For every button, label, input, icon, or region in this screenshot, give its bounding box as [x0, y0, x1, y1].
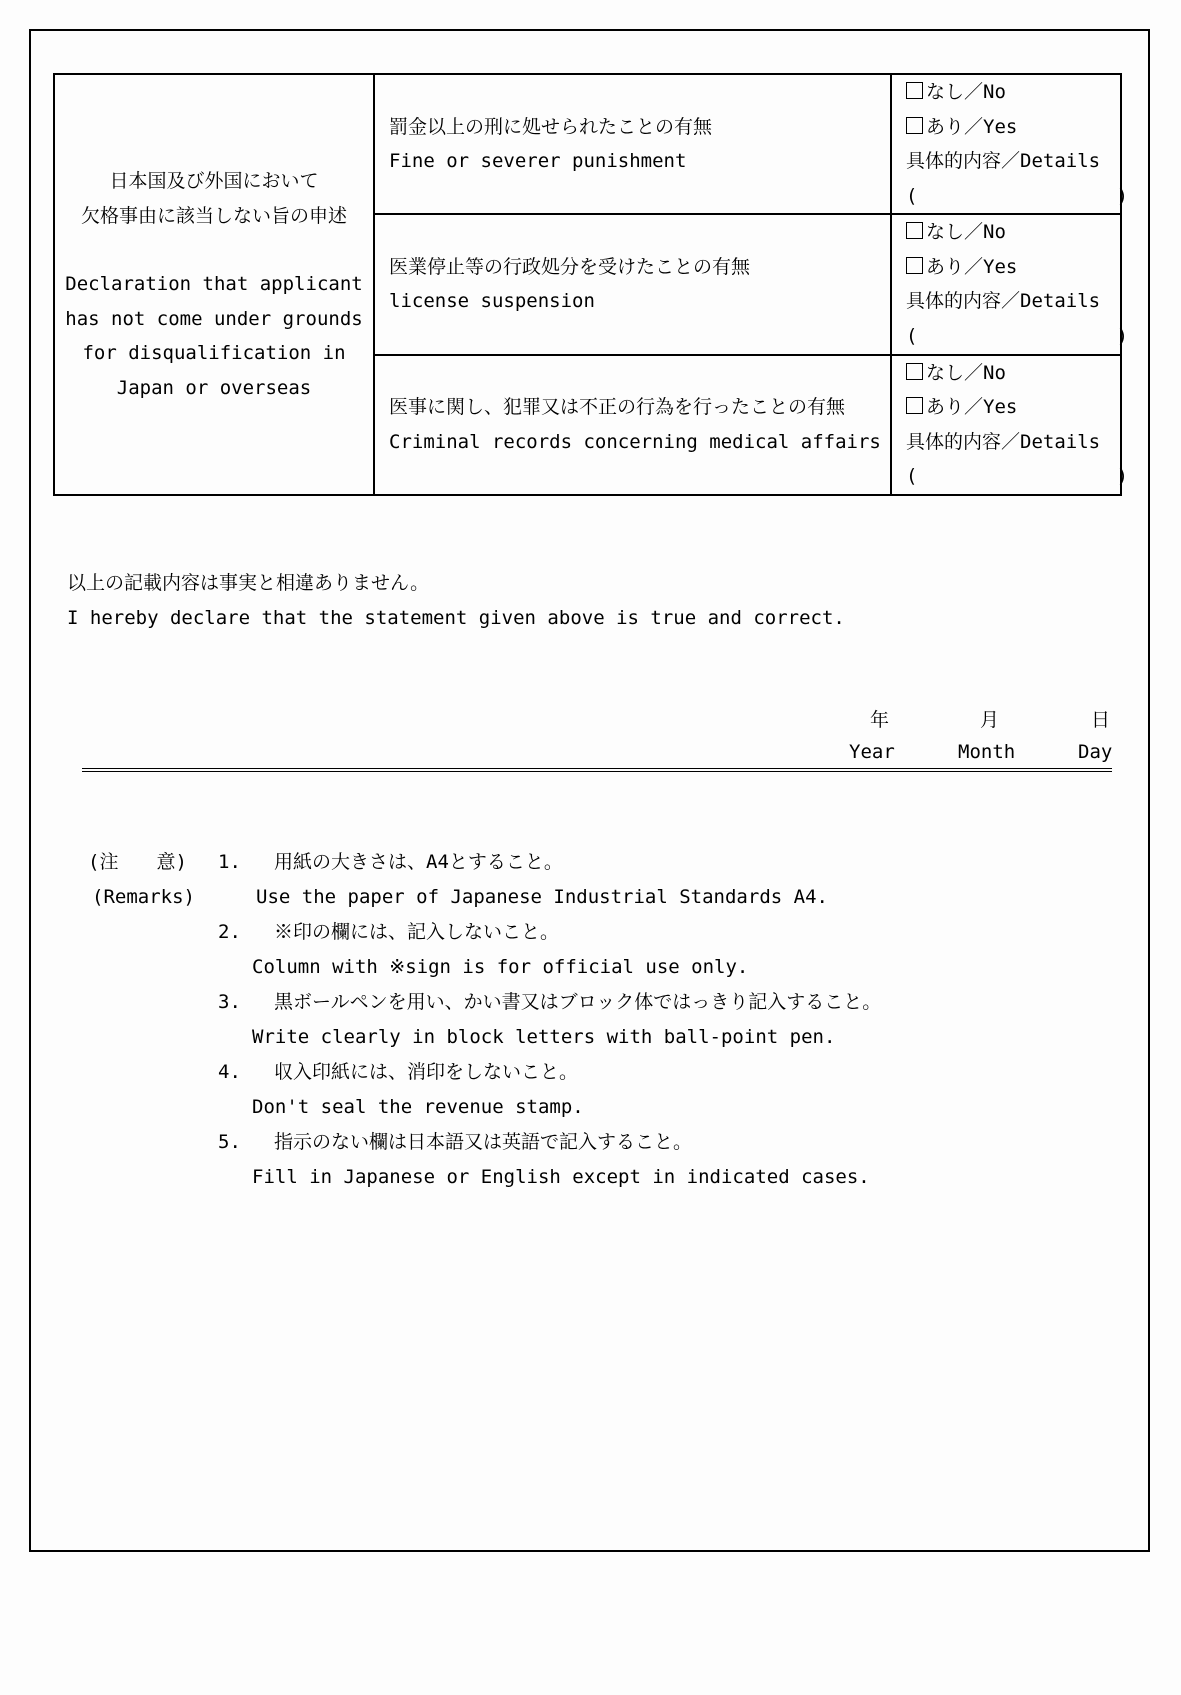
remark-en: Don't seal the revenue stamp. [252, 1096, 584, 1118]
remark-number: 2. [218, 921, 241, 943]
left-heading-cell [54, 74, 374, 495]
remark-number: 5. [218, 1131, 241, 1153]
year-label-en: Year [849, 741, 895, 763]
remark-number: 3. [218, 991, 241, 1013]
answer-cell [891, 355, 1128, 495]
option-no[interactable]: なし／No [906, 356, 1120, 391]
details-field[interactable]: ( ) [906, 324, 1128, 347]
remarks-label-jp: (注 意) [88, 851, 187, 873]
disqualification-declaration-table [53, 73, 1128, 496]
year-label-jp: 年 [870, 709, 890, 731]
details-label: 具体的内容／Details [906, 290, 1101, 313]
checkbox-icon[interactable] [906, 82, 923, 99]
question-cell [374, 355, 891, 495]
details-field[interactable]: ( ) [906, 184, 1128, 207]
table-row [54, 74, 1121, 214]
month-label-jp: 月 [980, 709, 1000, 731]
details-label: 具体的内容／Details [906, 430, 1101, 453]
remark-en: Fill in Japanese or English except in indicated cases. [252, 1166, 870, 1188]
details-label: 具体的内容／Details [906, 150, 1101, 173]
remark-number: 1. [218, 851, 241, 873]
heading-en-line: for disqualification in [82, 342, 346, 364]
question-cell [374, 214, 891, 354]
question-cell [374, 74, 891, 214]
details-field[interactable]: ( ) [906, 465, 1128, 488]
signature-double-line [82, 768, 1112, 772]
option-yes[interactable]: あり／Yes [906, 250, 1120, 285]
question-jp: 医事に関し、犯罪又は不正の行為を行ったことの有無 [389, 396, 846, 419]
answer-cell [891, 214, 1128, 354]
declaration-statement [67, 566, 845, 635]
heading-en-line: has not come under grounds [65, 307, 363, 330]
remark-jp: 黒ボールペンを用い、かい書又はブロック体ではっきり記入すること。 [274, 991, 882, 1013]
heading-jp-line: 欠格事由に該当しない旨の申述 [80, 204, 347, 227]
remarks-label-en: (Remarks) [92, 886, 195, 908]
checkbox-icon[interactable] [906, 397, 923, 414]
heading-en-line: Japan or overseas [116, 376, 312, 399]
option-no[interactable]: なし／No [906, 215, 1120, 250]
option-yes[interactable]: あり／Yes [906, 110, 1120, 145]
checkbox-icon[interactable] [906, 363, 923, 380]
option-no[interactable]: なし／No [906, 75, 1120, 110]
question-en: Fine or severer punishment [389, 150, 687, 173]
remark-en: Use the paper of Japanese Industrial Standards A4. [256, 886, 828, 908]
declaration-en: I hereby declare that the statement given above is true and correct. [67, 606, 845, 629]
day-label-en: Day [1078, 741, 1113, 763]
checkbox-icon[interactable] [906, 222, 923, 239]
answer-cell [891, 74, 1128, 214]
declaration-jp: 以上の記載内容は事実と相違ありません。 [67, 572, 430, 594]
heading-jp-line: 日本国及び外国において [109, 170, 319, 192]
remark-jp: 収入印紙には、消印をしないこと。 [274, 1061, 579, 1083]
question-en: Criminal records concerning medical affairs [389, 430, 881, 453]
date-fields-jp [0, 705, 1181, 739]
day-label-jp: 日 [1091, 709, 1111, 731]
remark-en: Column with ※sign is for official use only. [252, 956, 749, 978]
remark-jp: 指示のない欄は日本語又は英語で記入すること。 [274, 1131, 693, 1153]
remark-jp: ※印の欄には、記入しないこと。 [274, 921, 560, 943]
remark-jp: 用紙の大きさは、A4とすること。 [274, 851, 563, 873]
checkbox-icon[interactable] [906, 257, 923, 274]
checkbox-icon[interactable] [906, 117, 923, 134]
question-jp: 医業停止等の行政処分を受けたことの有無 [389, 255, 751, 278]
month-label-en: Month [958, 741, 1016, 763]
question-en: license suspension [389, 290, 595, 313]
remark-en: Write clearly in block letters with ball-point pen. [252, 1026, 836, 1048]
question-jp: 罰金以上の刑に処せられたことの有無 [389, 115, 713, 138]
heading-en-line: Declaration that applicant [65, 273, 363, 295]
remark-number: 4. [218, 1061, 241, 1083]
option-yes[interactable]: あり／Yes [906, 390, 1120, 425]
